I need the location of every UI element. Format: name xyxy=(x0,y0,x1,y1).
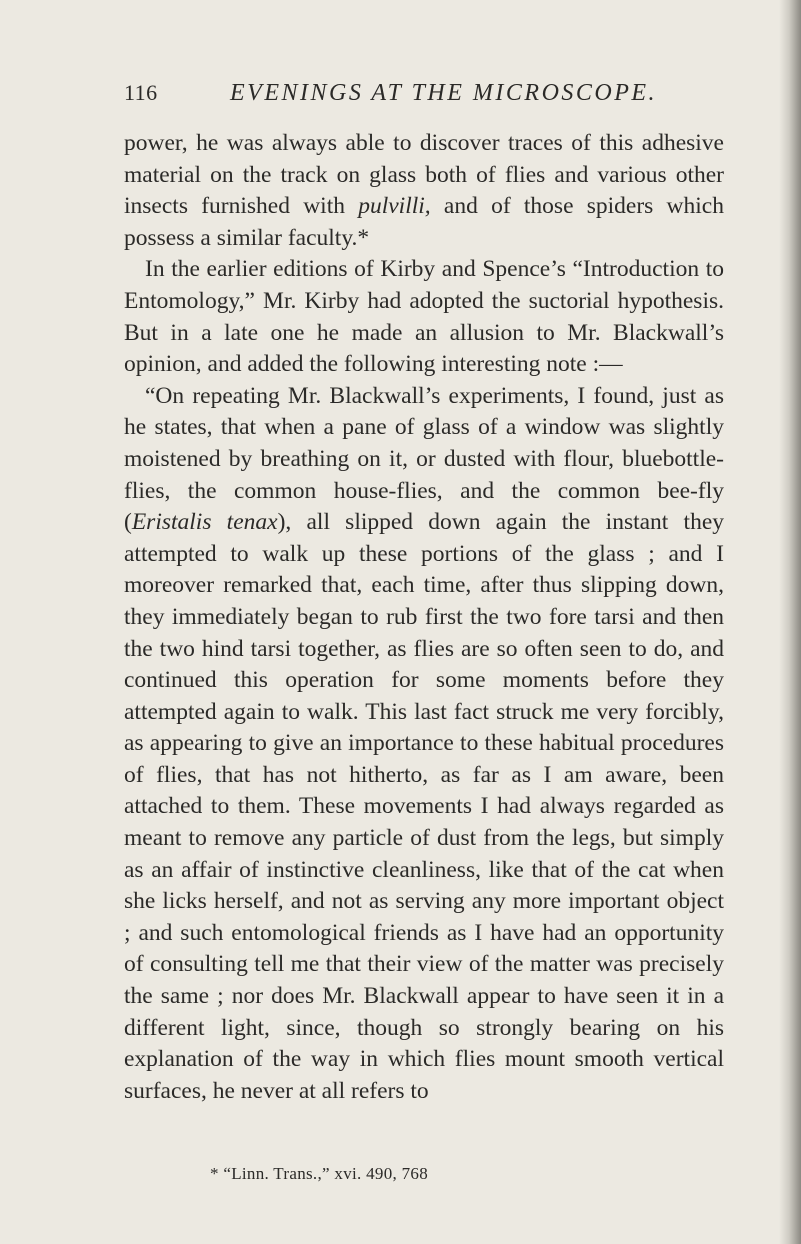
italic-term-eristalis-tenax: Eristalis tenax xyxy=(131,509,278,536)
paragraph-3-quotation: “On repeating Mr. Blackwall’s experiments, I found, just as he states, that when a pane of glass of a window was slightly moistened by breathing on it, or dusted with flour, bluebottle-flies, the common house-flies, and the common bee-fly (Eristalis tenax), all slipped down again the instant they attempted to walk up these portions of the glass ; and I moreover remarked that, each time, after thus slipping down, they immediately began to rub first the two fore tarsi and then the two hind tarsi together, as flies are so often seen to do, and continued this operation for some moments before they attempted again to walk. This last fact struck me very forcibly, as appearing to give an importance to these habitual procedures of flies, that has not hitherto, as far as I am aware, been attached to them. These movements I had always regarded as meant to remove any particle of dust from the legs, but simply as an affair of instinctive cleanliness, like that of the cat when she licks herself, and not as serving any more important object ; and such entomological friends as I have had an opportunity of consulting tell me that their view of the matter was precisely the same ; nor does Mr. Blackwall appear to have seen it in a different light, since, though so strongly bearing on his explanation of the way in which flies mount smooth vertical surfaces, he never at all refers to xyxy=(124,382,725,1104)
paragraph-1: power, he was always able to discover traces of this adhesive material on the track on glass both of flies and various other insects furnished with pulvilli, and of those spiders which possess a similar faculty.* xyxy=(124,130,724,251)
italic-term-pulvilli: pulvilli, xyxy=(358,193,431,220)
page-edge-shadow xyxy=(779,0,801,1244)
running-title: EVENINGS AT THE MICROSCOPE. xyxy=(230,80,658,106)
page-number: 116 xyxy=(124,80,158,105)
paragraph-2: In the earlier editions of Kirby and Spence’s “Introduction to Entomology,” Mr. Kirby had adopted the suctorial hypothesis. But in a late one he made an allusion to Mr. Blackwall’s opinion, and added the following interesting note :— xyxy=(124,256,724,378)
running-head xyxy=(124,80,724,120)
footnote: * “Linn. Trans.,” xvi. 490, 768 xyxy=(210,1164,429,1183)
body-text xyxy=(124,128,724,1107)
